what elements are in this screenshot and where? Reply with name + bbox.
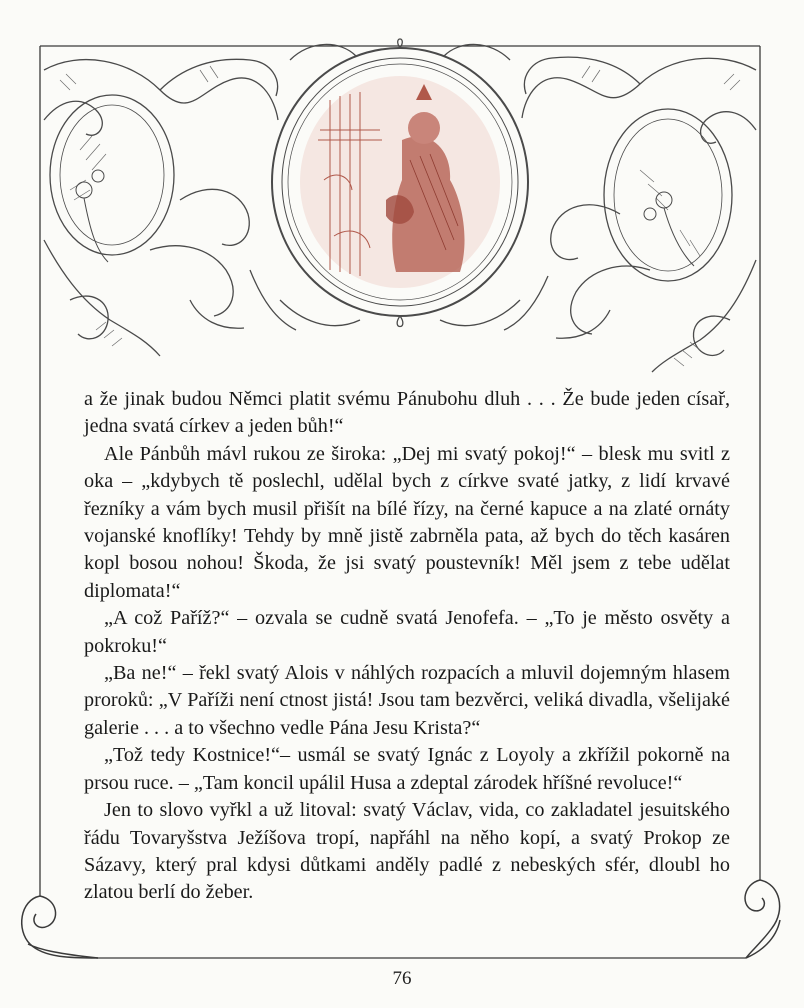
paragraph: „Tož tedy Kostnice!“– usmál se svatý Ignác z Loyoly a zkřížil pokorně na prsou ruce. – „Tam koncil upálil Husa a zdeptal zárodek hříšné revoluce!“: [84, 744, 730, 794]
bottom-right-scroll-ornament: [745, 880, 780, 958]
right-flower-ornament: [644, 192, 694, 266]
paragraph: a že jinak budou Němci platit svému Pánubohu dluh . . . Že bude jeden císař, jedna svatá církev a jeden bůh!“: [84, 388, 730, 438]
body-text: [84, 386, 730, 907]
paragraph: „Ba ne!“ – řekl svatý Alois v náhlých rozpacích a mluvil dojemným hlasem proroků: „V Paříži není ctnost jistá! Jsou tam bezvěrci, veliká divadla, všelijaké galerie . . . a to všechno vedle Pána Jesu Krista?“: [84, 662, 730, 739]
paragraph: Jen to slovo vyřkl a už litoval: svatý Václav, vida, co zakladatel jesuitského řádu Tovaryšstva Ježíšova tropí, napřáhl na něho kopí, a svatý Prokop ze Sázavy, který pral kdysi důtkami anděly padlé z nebeských sfér, dloubl ho zlatou berlí do žeber.: [84, 799, 730, 904]
left-flower-ornament: [76, 170, 108, 262]
page-number: 76: [392, 968, 412, 989]
paragraph: „A což Paříž?“ – ozvala se cudně svatá Jenofefa. – „To je město osvěty a pokroku!“: [84, 607, 730, 657]
saint-vignette-illustration: [300, 76, 500, 288]
paragraph: Ale Pánbůh mávl rukou ze široka: „Dej mi svatý pokoj!“ – blesk mu svitl z oka – „kdybych tě poslechl, udělal bych z církve svaté jatky, z lidí krvavé řezníky a vám bych musil přišít na bílé řízy, na černé kapuce a na zlaté ornáty vojanské knoflíky! Tehdy by mně jistě zabrněla pata, až bych do těch kasáren kopl bosou nohou! Škoda, že jsi svatý poustevník! Měl jsem z tebe udělat diplomata!“: [84, 442, 730, 602]
